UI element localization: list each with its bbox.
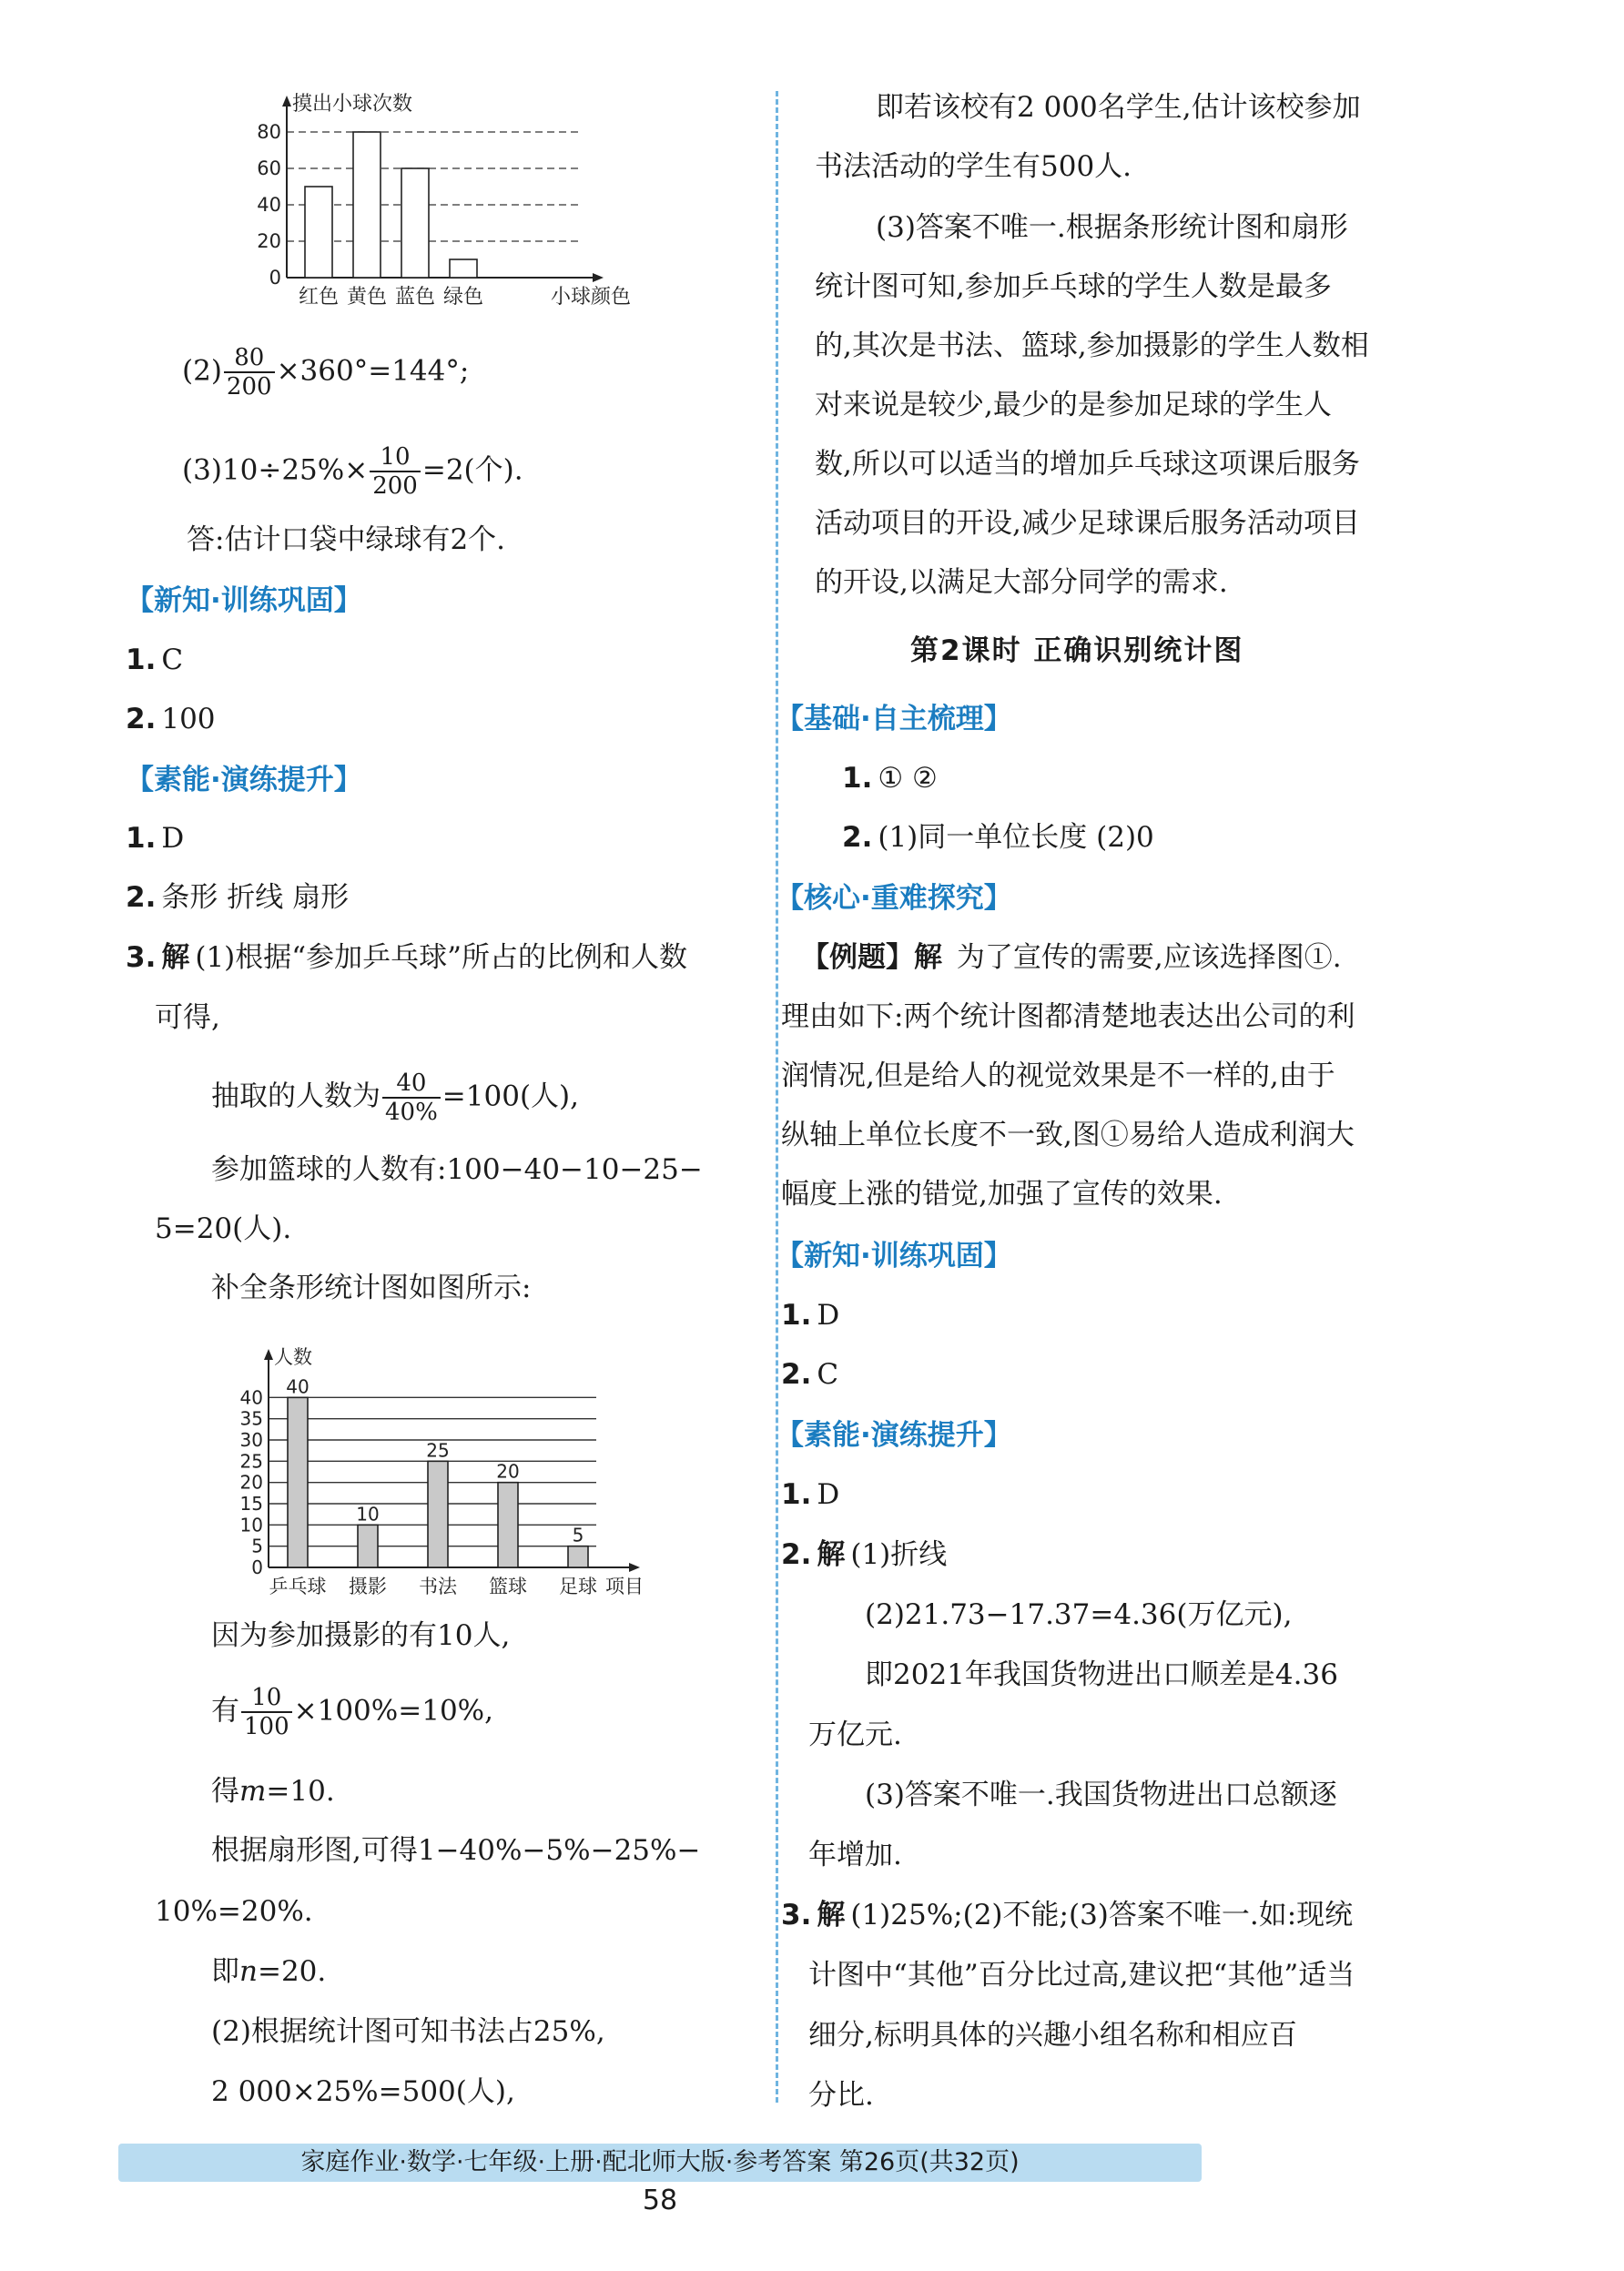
fraction-denominator: 200 <box>224 371 275 400</box>
y-tick-label: 60 <box>257 157 281 179</box>
suneng-item-1 <box>126 820 184 857</box>
text: =10. <box>266 1775 335 1808</box>
y-tick-label: 25 <box>239 1450 263 1473</box>
suneng-item-3-line-8 <box>211 1684 493 1740</box>
section-xinzhi-left: 【新知·训练巩固】 <box>126 584 362 617</box>
chart-activity-counts <box>232 1320 669 1597</box>
suneng-item-3-line-12 <box>211 1953 326 1990</box>
suneng-right-item-3-line-4: 分比. <box>808 2079 874 2112</box>
bar <box>358 1525 378 1567</box>
x-tick-label: 黄色 <box>346 286 388 309</box>
column-divider <box>776 91 778 2103</box>
chart-ball-colors <box>232 86 633 319</box>
right-line-4: 统计图可知,参加乒乓球的学生人数是最多 <box>815 270 1332 303</box>
solution-text: (1)根据“参加乒乓球”所占的比例和人数 <box>195 941 687 974</box>
suneng-item-3-line-11: 10%=20%. <box>155 1895 313 1928</box>
xinzhi-right-item-1 <box>781 1297 839 1333</box>
fraction-numerator: 40 <box>396 1070 427 1097</box>
suneng-item-2 <box>126 879 349 916</box>
item-number: 2. <box>781 1538 812 1571</box>
data-label: 5 <box>572 1524 584 1546</box>
section-suneng-left: 【素能·演练提升】 <box>126 764 362 796</box>
example-text: 为了宣传的需要,应该选择图①. <box>948 941 1342 974</box>
section-jichu: 【基础·自主梳理】 <box>776 703 1012 735</box>
bar <box>568 1546 588 1567</box>
fraction-denominator: 40% <box>382 1097 441 1126</box>
text: 即 <box>211 1955 239 1988</box>
lesson-title: 第2课时 正确识别统计图 <box>910 634 1244 667</box>
right-line-1: 即若该校有2 000名学生,估计该校参加 <box>876 91 1361 124</box>
x-tick-label: 书法 <box>419 1576 457 1597</box>
text: 得 <box>211 1775 239 1808</box>
fraction-denominator: 100 <box>241 1711 292 1740</box>
suneng-right-item-3-line-3: 细分,标明具体的兴趣小组名称和相应百 <box>808 2019 1297 2052</box>
q2-line <box>182 344 469 400</box>
item-number: 1. <box>781 1299 812 1332</box>
suneng-item-3-line-2: 可得, <box>155 1001 220 1034</box>
y-axis-arrow <box>264 1349 273 1360</box>
item-answer: C <box>817 1358 839 1391</box>
solution-label: 解 <box>817 1538 846 1571</box>
example-line-1 <box>801 939 1342 976</box>
item-number: 2. <box>126 881 157 914</box>
item-answer: D <box>817 1478 840 1511</box>
line-suffix: ×100%=10%, <box>293 1694 493 1728</box>
q3-fraction <box>370 443 421 500</box>
bar <box>288 1397 308 1567</box>
suneng-right-item-2-line-3: 即2021年我国货物进出口顺差是4.36 <box>865 1658 1338 1691</box>
y-axis-arrow <box>282 96 291 106</box>
item-number: 1. <box>126 822 157 855</box>
q3-prefix: (3)10÷25%× <box>182 453 369 487</box>
line-prefix: 有 <box>211 1694 239 1728</box>
y-tick-label: 80 <box>257 121 281 143</box>
x-tick-label: 红色 <box>298 286 340 309</box>
y-axis-title: 人数 <box>274 1346 312 1368</box>
suneng-item-3-line-5: 5=20(人). <box>155 1212 292 1245</box>
suneng-item-3-line-13: (2)根据统计图可知书法占25%, <box>211 2015 605 2048</box>
item-number: 2. <box>781 1358 812 1391</box>
fraction-denominator: 200 <box>370 471 421 500</box>
item-number: 2. <box>842 821 873 854</box>
solution-text: (1)25%;(2)不能;(3)答案不唯一.如:现统 <box>850 1899 1354 1931</box>
example-label: 【例题】 <box>801 941 914 974</box>
x-axis-title: 小球颜色 <box>551 286 632 309</box>
x-axis-arrow <box>593 273 604 282</box>
x-axis-title: 项目 <box>605 1576 644 1597</box>
variable-n: n <box>239 1955 258 1988</box>
q2-suffix: ×360°=144°; <box>276 354 470 388</box>
item-number: 2. <box>126 703 157 735</box>
data-label: 20 <box>496 1460 520 1483</box>
y-tick-label: 40 <box>239 1386 263 1409</box>
bar <box>401 168 429 278</box>
right-line-2: 书法活动的学生有500人. <box>815 150 1132 183</box>
example-line-4: 纵轴上单位长度不一致,图①易给人造成利润大 <box>781 1119 1355 1151</box>
suneng-right-item-3-line-2: 计图中“其他”百分比过高,建议把“其他”适当 <box>808 1959 1355 1992</box>
page-number: 58 <box>642 2185 678 2216</box>
solution-label: 解 <box>817 1899 846 1931</box>
y-tick-label: 35 <box>239 1407 263 1430</box>
x-axis-arrow <box>629 1563 640 1572</box>
xinzhi-item-2 <box>126 701 216 737</box>
xinzhi-item-1 <box>126 642 183 678</box>
suneng-item-3-line-7: 因为参加摄影的有10人, <box>211 1619 511 1652</box>
x-tick-label: 乒乓球 <box>269 1576 327 1597</box>
fraction <box>241 1684 292 1740</box>
example-line-2: 理由如下:两个统计图都清楚地表达出公司的利 <box>781 1000 1355 1033</box>
item-number: 1. <box>126 644 157 676</box>
fraction-numerator: 10 <box>380 443 411 471</box>
item-answer: C <box>161 644 184 676</box>
y-tick-label: 30 <box>239 1429 263 1451</box>
answer-line: 答:估计口袋中绿球有2个. <box>187 523 506 556</box>
footer-bar <box>118 2144 1202 2182</box>
right-line-7: 数,所以可以适当的增加乒乓球这项课后服务 <box>815 448 1360 481</box>
suneng-right-item-2-line-6: 年增加. <box>808 1839 902 1871</box>
text: =20. <box>257 1955 327 1988</box>
q2-prefix: (2) <box>182 354 222 388</box>
y-tick-label: 0 <box>251 1556 263 1578</box>
q3-suffix: =2(个). <box>421 453 523 487</box>
data-label: 25 <box>426 1439 450 1462</box>
fraction <box>382 1070 441 1126</box>
suneng-item-3-line-3 <box>211 1070 579 1126</box>
q2-fraction <box>224 344 275 400</box>
x-tick-label: 摄影 <box>349 1576 387 1597</box>
y-tick-label: 0 <box>269 267 281 289</box>
x-tick-label: 绿色 <box>442 286 484 309</box>
fraction-numerator: 10 <box>251 1684 282 1711</box>
line-suffix: =100(人), <box>442 1080 579 1113</box>
item-number: 3. <box>781 1899 812 1931</box>
right-line-5: 的,其次是书法、篮球,参加摄影的学生人数相 <box>815 329 1369 362</box>
item-number: 3. <box>126 941 157 974</box>
jichu-item-1 <box>842 760 938 796</box>
item-number: 1. <box>781 1478 812 1511</box>
suneng-right-item-3 <box>781 1897 1353 1933</box>
suneng-item-3-line-9 <box>211 1773 335 1810</box>
solution-text: (1)折线 <box>850 1538 948 1571</box>
solution-label: 解 <box>161 941 190 974</box>
suneng-item-3-line-10: 根据扇形图,可得1−40%−5%−25%− <box>211 1834 701 1867</box>
suneng-item-3-line-6: 补全条形统计图如图所示: <box>211 1272 532 1304</box>
bar <box>428 1461 448 1567</box>
item-answer: D <box>817 1299 840 1332</box>
solution-label: 解 <box>914 941 942 974</box>
y-tick-label: 10 <box>239 1514 263 1536</box>
example-line-5: 幅度上涨的错觉,加强了宣传的效果. <box>781 1178 1223 1211</box>
suneng-right-item-2-line-2: (2)21.73−17.37=4.36(万亿元), <box>865 1598 1293 1631</box>
item-number: 1. <box>842 762 873 795</box>
q3-line <box>182 443 523 500</box>
section-suneng-right: 【素能·演练提升】 <box>776 1419 1012 1452</box>
data-label: 40 <box>286 1375 310 1398</box>
y-tick-label: 20 <box>239 1471 263 1494</box>
y-tick-label: 40 <box>257 194 281 216</box>
suneng-right-item-1 <box>781 1476 839 1513</box>
bar <box>450 259 477 278</box>
xinzhi-right-item-2 <box>781 1356 838 1393</box>
suneng-right-item-2 <box>781 1536 947 1573</box>
right-line-9: 的开设,以满足大部分同学的需求. <box>815 566 1228 599</box>
variable-m: m <box>239 1775 267 1808</box>
item-answer: 100 <box>161 703 216 735</box>
bar <box>305 187 332 278</box>
section-hexin: 【核心·重难探究】 <box>776 882 1012 915</box>
fraction-numerator: 80 <box>234 344 265 371</box>
item-answer: 条形 折线 扇形 <box>161 881 350 914</box>
section-xinzhi-right: 【新知·训练巩固】 <box>776 1240 1012 1272</box>
example-line-3: 润情况,但是给人的视觉效果是不一样的,由于 <box>781 1059 1335 1092</box>
right-line-8: 活动项目的开设,减少足球课后服务活动项目 <box>815 507 1360 540</box>
y-axis-title: 摸出小球次数 <box>292 93 413 116</box>
suneng-item-3-line-1 <box>126 939 687 976</box>
bar <box>353 132 381 278</box>
suneng-item-3-line-4: 参加篮球的人数有:100−40−10−25− <box>211 1153 703 1186</box>
suneng-right-item-2-line-4: 万亿元. <box>808 1718 902 1751</box>
x-tick-label: 足球 <box>559 1576 597 1597</box>
x-tick-label: 蓝色 <box>394 286 436 309</box>
jichu-item-2 <box>842 819 1154 856</box>
y-tick-label: 15 <box>239 1493 263 1515</box>
right-line-3: (3)答案不唯一.根据条形统计图和扇形 <box>876 211 1348 244</box>
data-label: 10 <box>356 1503 380 1526</box>
suneng-item-3-line-14: 2 000×25%=500(人), <box>211 2075 515 2108</box>
item-answer: D <box>161 822 185 855</box>
footer-text: 家庭作业·数学·七年级·上册·配北师大版·参考答案 第26页(共32页) <box>300 2148 1020 2176</box>
item-answer: ① ② <box>878 762 938 795</box>
item-answer: (1)同一单位长度 (2)0 <box>878 821 1154 854</box>
bar <box>498 1483 518 1567</box>
x-tick-label: 篮球 <box>489 1576 527 1597</box>
suneng-right-item-2-line-5: (3)答案不唯一.我国货物进出口总额逐 <box>865 1779 1337 1811</box>
y-tick-label: 5 <box>251 1535 263 1557</box>
y-tick-label: 20 <box>257 230 281 252</box>
right-line-6: 对来说是较少,最少的是参加足球的学生人 <box>815 389 1332 421</box>
line-prefix: 抽取的人数为 <box>211 1080 381 1113</box>
